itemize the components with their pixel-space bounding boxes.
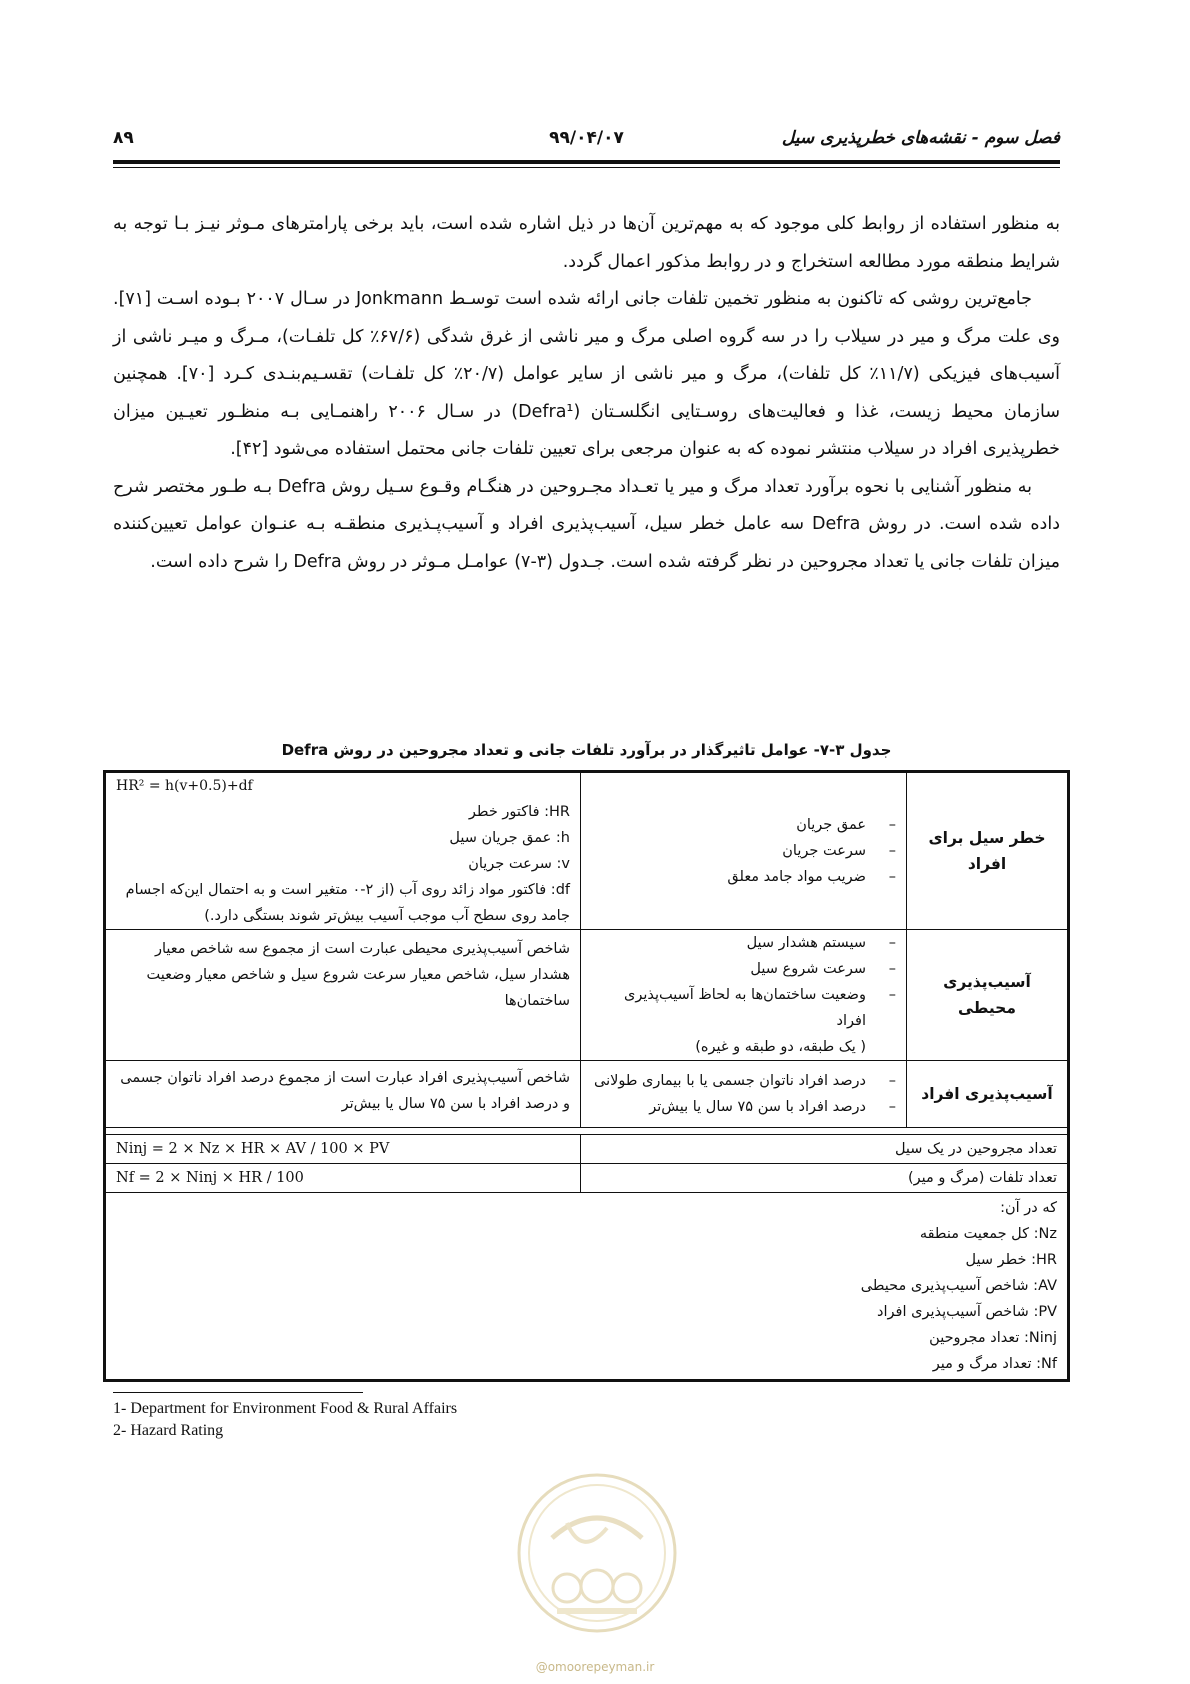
row-description	[105, 772, 581, 930]
row-label: آسیب‌پذیری افراد	[907, 1061, 1069, 1128]
desc-line: v: سرعت جریان	[468, 856, 570, 872]
row-factors	[581, 930, 907, 1061]
list-item: – سیستم هشدار سیل	[591, 930, 896, 956]
row-label: آسیب‌پذیری محیطی	[907, 930, 1069, 1061]
paragraph-1: به منظور استفاده از روابط کلی موجود که به مهم‌ترین آن‌ها در ذیل اشاره شده است، باید برخی پارامترهای مـوثر نیـز بـا توجه به شرایط منطقه مورد مطالعه استخراج و در روابط مذکور اعمال گردد.	[113, 214, 1060, 272]
list-item: – درصد افراد با سن ۷۵ سال یا بیش‌تر	[591, 1094, 896, 1120]
list-item: – سرعت جریان	[591, 838, 896, 864]
legend-item: PV: شاخص آسیب‌پذیری افراد	[877, 1304, 1057, 1320]
injuries-formula: Ninj = 2 × Nz × HR × AV / 100 × PV	[105, 1135, 581, 1164]
chapter-title: فصل سوم - نقشه‌های خطرپذیری سیل	[781, 128, 1060, 148]
table-caption: جدول ۳-۷- عوامل تاثیرگذار در برآورد تلفات جانی و تعداد مجروحین در روش Defra	[281, 741, 892, 759]
legend-item: Nz: کل جمعیت منطقه	[919, 1226, 1057, 1242]
paragraph-2: جامع‌ترین روشی که تاکنون به منظور تخمین تلفات جانی ارائه شده است توسـط Jonkmann در سـال ۲۰۰۷ بـوده اسـت [۷۱]. وی علت مرگ و میر در سیلاب را در سه گروه اصلی مرگ و میر ناشی از غرق شدگی (۶۷/۶٪ کل تلفـات)، مـرگ و میـر ناشی از آسیب‌های فیزیکی (۱۱/۷٪ کل تلفات)، مرگ و میر ناشی از سایر عوامل (۲۰/۷٪ کل تلفـات) تقسـیم‌بنـدی کـرد [۷۰]. همچنین سازمان محیط زیست، غذا و فعالیت‌های روسـتایی انگلسـتان (Defra¹) در سـال ۲۰۰۶ راهنمـایی بـه منظـور تعیـین میزان خطرپذیری افراد در سیلاب منتشر نموده که به عنوان مرجعی برای تعیین تلفات جانی محتمل استفاده می‌شود [۴۲].	[113, 289, 1060, 459]
row-factors	[581, 1061, 907, 1128]
footnote-1: 1- Department for Environment Food & Rural Affairs	[113, 1400, 458, 1417]
desc-line: HR: فاکتور خطر	[468, 804, 570, 820]
body-text	[113, 206, 1060, 581]
watermark-url: @omoorepeyman.ir	[535, 1660, 655, 1674]
hazard-formula: HR² = h(v+0.5)+df	[116, 778, 253, 794]
legend-item: Ninj: تعداد مجروحین	[929, 1330, 1057, 1346]
list-item: – درصد افراد ناتوان جسمی یا با بیماری طولانی	[591, 1068, 896, 1094]
table-row	[105, 1135, 1069, 1164]
footnotes	[113, 1398, 457, 1442]
list-item: – سرعت شروع سیل	[591, 956, 896, 982]
row-factors	[581, 772, 907, 930]
list-item: – وضعیت ساختمان‌ها به لحاظ آسیب‌پذیری افراد	[591, 982, 896, 1034]
paragraph-3: به منظور آشنایی با نحوه برآورد تعداد مرگ و میر یا تعـداد مجـروحین در هنگـام وقـوع سـیل روش Defra بـه طـور مختصر شرح داده شده است. در روش Defra سه عامل خطر سیل، آسیب‌پذیری افراد و آسیب‌پـذیری منطقـه بـه عنـوان عوامل تعیین‌کننده میزان تلفات جانی یا تعداد مجروحین در نظر گرفته شده است. جـدول (۳-۷) عوامـل مـوثر در روش Defra را شرح داده است.	[113, 476, 1060, 572]
row-label: خطر سیل برای افراد	[907, 772, 1069, 930]
header-date: ۹۹/۰۴/۰۷	[549, 128, 624, 148]
legend-title: که در آن:	[1000, 1200, 1057, 1216]
desc-line: h: عمق جریان سیل	[449, 830, 570, 846]
row-description: شاخص آسیب‌پذیری افراد عبارت است از مجموع درصد افراد ناتوان جسمی و درصد افراد با سن ۷۵ سال یا بیش‌تر	[105, 1061, 581, 1128]
page-header	[113, 128, 1060, 156]
watermark-seal-icon	[512, 1468, 682, 1668]
deaths-label: تعداد تلفات (مرگ و میر)	[581, 1164, 1069, 1193]
header-rule-thick	[113, 160, 1060, 164]
list-item: – ضریب مواد جامد معلق	[591, 864, 896, 890]
legend-cell	[105, 1193, 1069, 1381]
footnote-2: 2- Hazard Rating	[113, 1422, 224, 1439]
defra-factors-table	[103, 770, 1070, 1382]
page-number: ۸۹	[113, 128, 134, 148]
row-description: شاخص آسیب‌پذیری محیطی عبارت است از مجموع سه شاخص معیار هشدار سیل، شاخص معیار سرعت شروع سیل و شاخص معیار وضعیت ساختمان‌ها	[105, 930, 581, 1061]
footnote-rule	[113, 1392, 363, 1393]
table-row	[105, 772, 1069, 930]
deaths-formula: Nf = 2 × Ninj × HR / 100	[105, 1164, 581, 1193]
table-row	[105, 1164, 1069, 1193]
list-item-note: ( یک طبقه، دو طبقه و غیره)	[695, 1039, 866, 1055]
legend-item: Nf: تعداد مرگ و میر	[932, 1356, 1057, 1372]
desc-line: df: فاکتور مواد زائد روی آب (از ۲-۰ متغیر است و به احتمال این‌که اجسام جامد روی سطح آب موجب آسیب بیش‌تر شوند بستگی دارد.)	[125, 882, 570, 924]
list-item: – عمق جریان	[591, 812, 896, 838]
table-row	[105, 930, 1069, 1061]
table-row	[105, 1061, 1069, 1128]
legend-item: HR: خطر سیل	[965, 1252, 1057, 1268]
table-row	[105, 1193, 1069, 1381]
row-spacer	[105, 1128, 1069, 1135]
injuries-label: تعداد مجروحین در یک سیل	[581, 1135, 1069, 1164]
header-rule-thin	[113, 167, 1060, 168]
legend-item: AV: شاخص آسیب‌پذیری محیطی	[860, 1278, 1057, 1294]
